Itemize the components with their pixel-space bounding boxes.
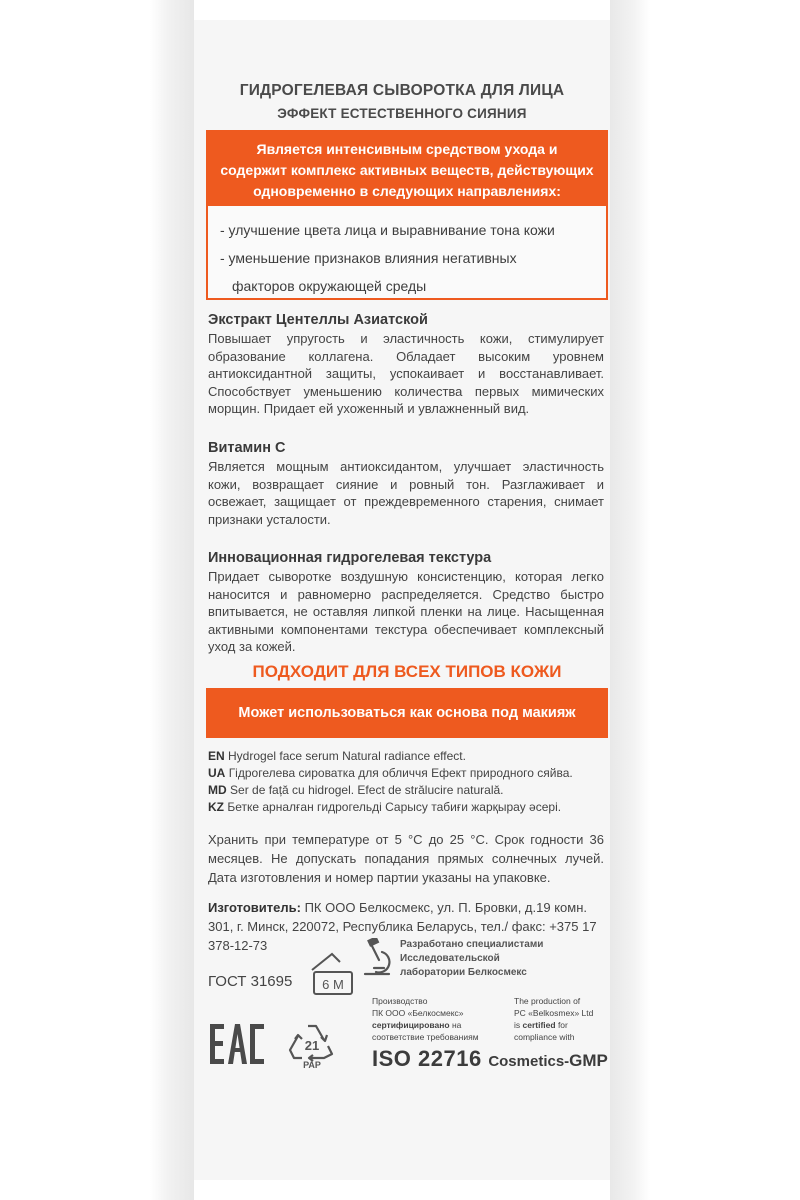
recycle-label: PAP — [303, 1060, 321, 1068]
section-vitamin-c — [208, 440, 604, 528]
iso-gmp-label: GMP — [569, 1051, 608, 1070]
language-line — [208, 782, 604, 799]
iso-gmp — [488, 1053, 608, 1070]
makeup-base-text: Может использоваться как основа под макияж — [238, 705, 576, 721]
section-text: Является мощным антиоксидантом, улучшает эластичность кожи, возвращает сияние и ровный тон. Разглаживает и освежает, защищает от преждевременного старения, снимает признаки усталости. — [208, 459, 604, 527]
language-code: MD — [208, 783, 227, 797]
language-code: KZ — [208, 800, 224, 814]
language-code: UA — [208, 766, 226, 780]
suitable-all-skin: ПОДХОДИТ ДЛЯ ВСЕХ ТИПОВ КОЖИ — [252, 662, 562, 681]
intro-item-continued: факторов окружающей среды — [232, 278, 427, 294]
cert-line — [514, 1019, 610, 1031]
language-text: Бетке арналған гидрогельді Сарысу табиғи жарқырау әсері. — [227, 800, 562, 814]
box-side-right — [610, 0, 650, 1200]
storage-info: Хранить при температуре от 5 °С до 25 °С. Срок годности 36 месяцев. Не допускать попадания прямых солнечных лучей. Дата изготовления и номер партии указаны на упаковке. — [208, 832, 604, 885]
iso-cosmetics: Cosmetics- — [488, 1053, 570, 1070]
cert-rest: на — [449, 1020, 462, 1030]
language-text: Гідрогелева сироватка для обличчя Ефект природного сяйва. — [228, 766, 573, 780]
intro-lead-line: Является интенсивным средством ухода и — [256, 141, 558, 157]
open-jar-icon — [306, 948, 358, 998]
section-texture — [208, 550, 604, 656]
language-code: EN — [208, 749, 225, 763]
lab-line: Исследовательской — [400, 953, 500, 964]
eac-mark-icon — [208, 1020, 266, 1068]
lab-info — [400, 938, 600, 980]
lab-line: лаборатории Белкосмекс — [400, 967, 527, 978]
cert-line: The production of — [514, 996, 581, 1006]
box-side-left — [150, 0, 194, 1200]
language-line — [208, 799, 604, 816]
cert-bold: certified — [522, 1020, 556, 1030]
iso-code: ISO 22716 — [372, 1046, 482, 1071]
language-line — [208, 748, 604, 765]
manufacturer-phone: 378-12-73 — [208, 938, 268, 953]
language-line — [208, 765, 604, 782]
section-centella — [208, 312, 604, 418]
cert-rest: for — [555, 1020, 568, 1030]
section-title: Экстракт Центеллы Азиатской — [208, 312, 428, 328]
cert-bold: сертифицировано — [372, 1020, 450, 1030]
intro-lead — [208, 132, 606, 206]
intro-item: - улучшение цвета лица и выравнивание тона кожи — [220, 222, 555, 238]
cert-pre: is — [514, 1020, 523, 1030]
intro-list — [208, 206, 606, 300]
makeup-base-banner — [206, 688, 608, 738]
microscope-icon — [360, 938, 394, 978]
manufacturer-address: ПК ООО Белкосмекс, ул. П. Бровки, д.19 комн. — [300, 900, 587, 915]
cert-line: соответствие требованиям — [372, 1032, 479, 1042]
iso-certification — [372, 1046, 608, 1072]
language-text: Hydrogel face serum Natural radiance effect. — [228, 749, 466, 763]
production-cert-en — [514, 995, 610, 1043]
intro-box — [206, 130, 608, 300]
product-title: ГИДРОГЕЛЕВАЯ СЫВОРОТКА ДЛЯ ЛИЦА — [239, 82, 565, 99]
cert-line: compliance with — [514, 1032, 575, 1042]
product-subtitle: ЭФФЕКТ ЕСТЕСТВЕННОГО СИЯНИЯ — [277, 106, 527, 121]
recycle-number: 21 — [304, 1038, 320, 1053]
section-title: Витамин С — [208, 440, 286, 456]
language-text: Ser de față cu hidrogel. Efect de strălucire naturală. — [230, 783, 504, 797]
language-list — [208, 748, 604, 816]
section-text: Придает сыворотке воздушную консистенцию, которая легко наносится и равномерно распределяется. Средство быстро впитывается, не оставляя липкой пленки на лице. Насыщенная активными компонентами текстура обеспечивает комплексный уход за кожей. — [208, 569, 604, 654]
cert-line: PC «Belkosmex» Ltd — [514, 1008, 594, 1018]
section-text: Повышает упругость и эластичность кожи, стимулирует образование коллагена. Обладает высоким уровнем антиоксидантной защиты, успокаивает и восстанавливает. Способствует уменьшению количества первых мимических морщин. Придает ей ухоженный и увлажненный вид. — [208, 331, 604, 416]
gost-standard: ГОСТ 31695 — [208, 973, 293, 990]
pao-label: 6 M — [322, 977, 344, 992]
cert-line — [372, 1019, 502, 1031]
manufacturer-address: 301, г. Минск, 220072, Республика Беларусь, тел./ факс: +375 17 — [208, 919, 597, 934]
cert-line: Производство — [372, 996, 428, 1006]
production-cert-ru — [372, 995, 502, 1043]
manufacturer-label: Изготовитель: — [208, 900, 301, 915]
recycle-pap-icon — [286, 1020, 338, 1068]
cert-line: ПК ООО «Белкосмекс» — [372, 1008, 464, 1018]
intro-item: - уменьшение признаков влияния негативных — [220, 250, 517, 266]
intro-lead-line: одновременно в следующих направлениях: — [253, 183, 561, 199]
section-title: Инновационная гидрогелевая текстура — [208, 550, 492, 566]
lab-line: Разработано специалистами — [400, 939, 544, 950]
intro-lead-line: содержит комплекс активных веществ, действующих — [220, 162, 594, 178]
